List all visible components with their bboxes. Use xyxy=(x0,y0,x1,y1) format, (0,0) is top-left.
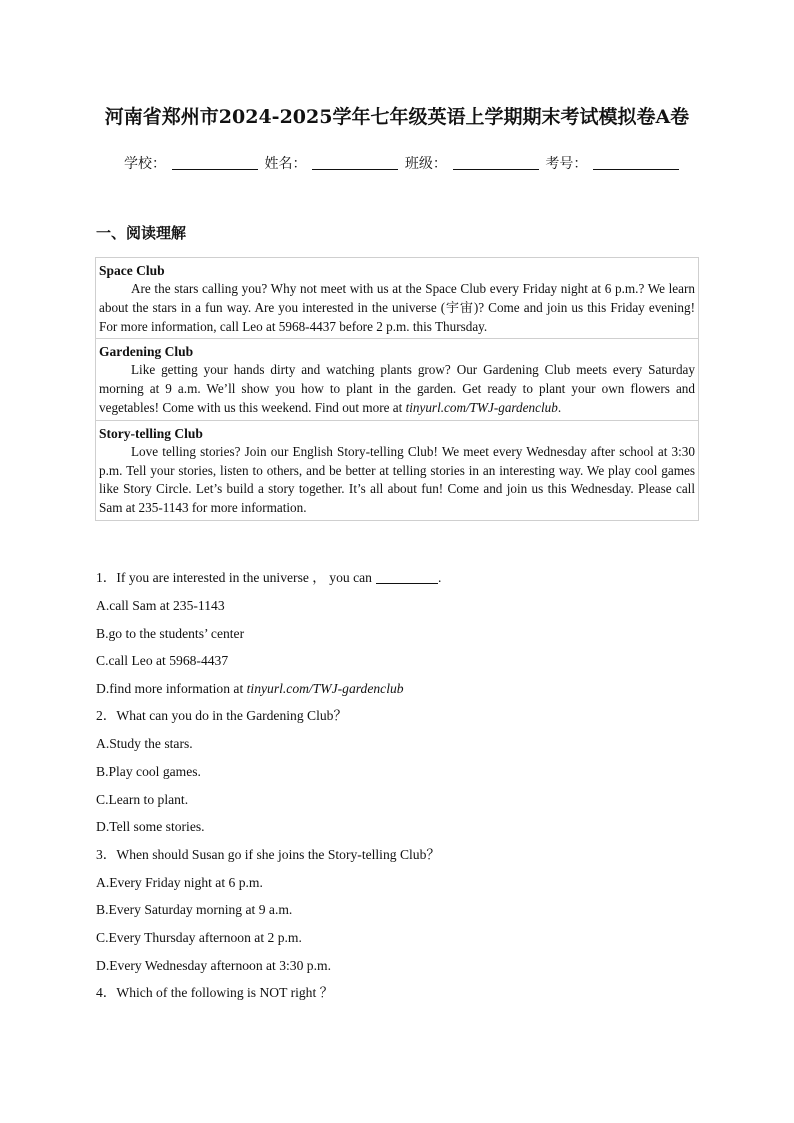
question-stem: 2．What can you do in the Gardening Club？ xyxy=(96,708,348,724)
answer-option: B.Play cool games. xyxy=(96,763,201,779)
question-item xyxy=(96,568,696,699)
answer-option: D.Tell some stories. xyxy=(96,819,205,835)
question-stem: 4．Which of the following is NOT right ？ xyxy=(96,985,334,1001)
answer-option: C.Every Thursday afternoon at 2 p.m. xyxy=(96,929,302,945)
answer-option: B.Every Saturday morning at 9 a.m. xyxy=(96,902,293,918)
club-description-end: . xyxy=(557,399,562,415)
club-name: Story-telling Club xyxy=(99,425,203,441)
club-name: Space Club xyxy=(99,263,165,278)
class-label: 班级： xyxy=(404,156,447,172)
answer-option: A.Study the stars. xyxy=(96,736,193,752)
answer-option: A.Every Friday night at 6 p.m. xyxy=(96,874,263,890)
question-list xyxy=(96,568,696,1011)
answer-option-text: D.find more information at xyxy=(96,680,247,696)
answer-option-link: tinyurl.com/TWJ-gardenclub xyxy=(246,680,404,696)
answer-option: C.Learn to plant. xyxy=(96,791,189,807)
club-link: tinyurl.com/TWJ-gardenclub xyxy=(405,399,558,415)
question-stem-end: . xyxy=(437,570,442,585)
section-heading: 一、阅读理解 xyxy=(96,224,187,242)
question-stem-text: 1．If you are interested in the universe ， you can xyxy=(96,570,372,585)
club-block xyxy=(96,258,698,339)
answer-option xyxy=(96,679,696,699)
club-description: Love telling stories? Join our English Story-telling Club! We meet every Wednesday after school at 3:30 p.m. Tell your stories, listen to others, and be better at telling stories in an interesting way. We play cool games like Story Circle. Let’s build a story together. It’s all about fun! Come and join us this Wednesday. Please call Sam at 235-1143 for more information. xyxy=(99,443,695,516)
answer-option: D.Every Wednesday afternoon at 3:30 p.m. xyxy=(96,957,331,973)
exam-number-blank xyxy=(593,155,679,170)
name-label: 姓名： xyxy=(264,156,307,172)
school-blank xyxy=(172,155,258,170)
answer-option: B.go to the students’ center xyxy=(96,625,245,641)
answer-option: C.call Leo at 5968-4437 xyxy=(96,653,229,669)
class-blank xyxy=(453,155,539,170)
reading-passage-table xyxy=(95,257,699,521)
name-blank xyxy=(312,155,398,170)
student-info-row xyxy=(124,153,681,173)
school-label: 学校： xyxy=(124,156,166,172)
club-description-text: Like getting your hands dirty and watching plants grow? Our Gardening Club meets every Saturday morning at 9 a.m. We’ll show you how to plant in the garden. Get ready to plant your own flowers and vegetables! Come with us this weekend. Find out more at xyxy=(99,362,695,415)
question-stem: 3．When should Susan go if she joins the Story-telling Club？ xyxy=(96,846,440,862)
answer-blank xyxy=(376,570,438,584)
question-item xyxy=(96,845,696,976)
question-item xyxy=(96,983,696,1003)
question-item xyxy=(96,706,696,837)
club-block xyxy=(96,339,698,420)
page-title: 河南省郑州市2024-2025学年七年级英语上学期期末考试模拟卷A卷 xyxy=(104,106,690,128)
question-stem xyxy=(96,568,696,588)
club-block xyxy=(96,421,698,520)
club-name: Gardening Club xyxy=(99,344,194,360)
club-description: Are the stars calling you? Why not meet with us at the Space Club every Friday night at 6 p.m.? We learn about the stars in a fun way. Are you interested in the universe (宇宙)? Come and join us this Friday evening! For more information, call Leo at 5968-4437 before 2 p.m. this Thursday. xyxy=(99,281,695,334)
answer-option: A.call Sam at 235-1143 xyxy=(96,598,225,613)
club-description xyxy=(99,361,695,417)
exam-number-label: 考号： xyxy=(545,156,588,172)
